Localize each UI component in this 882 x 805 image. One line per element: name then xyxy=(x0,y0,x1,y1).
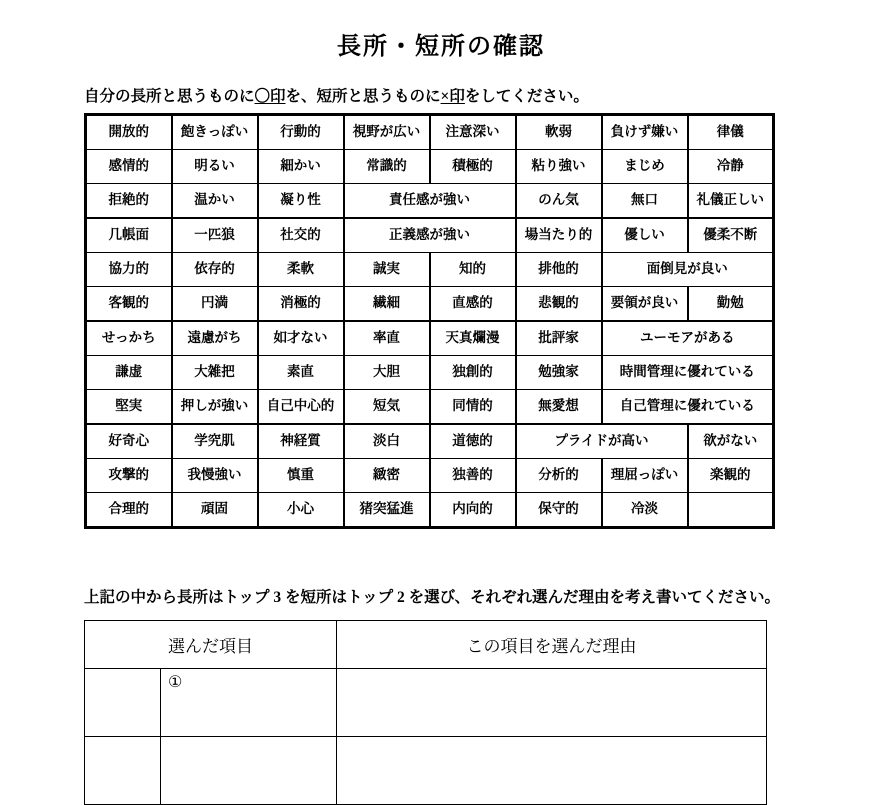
trait-cell[interactable]: 謙虚 xyxy=(86,356,172,390)
trait-cell[interactable]: ユーモアがある xyxy=(602,321,774,356)
traits-table-row xyxy=(86,287,774,322)
trait-cell[interactable]: 独創的 xyxy=(430,356,516,390)
trait-cell[interactable]: 感情的 xyxy=(86,150,172,184)
reasons-reason-cell[interactable] xyxy=(337,737,767,805)
trait-cell[interactable]: 慎重 xyxy=(258,459,344,493)
traits-table-row xyxy=(86,321,774,356)
traits-table-row xyxy=(86,459,774,493)
trait-cell[interactable]: 優しい xyxy=(602,218,688,253)
trait-cell[interactable]: 無愛想 xyxy=(516,390,602,425)
trait-cell[interactable]: 社交的 xyxy=(258,218,344,253)
reasons-table-row xyxy=(85,669,767,737)
trait-cell[interactable]: 好奇心 xyxy=(86,424,172,459)
trait-cell[interactable]: 冷静 xyxy=(688,150,774,184)
instruction-line-2: 上記の中から長所はトップ 3 を短所はトップ 2 を選び、それぞれ選んだ理由を考え書いてください。 xyxy=(84,589,780,606)
trait-cell[interactable]: 誠実 xyxy=(344,253,430,287)
reasons-table-row xyxy=(85,737,767,805)
trait-cell[interactable]: 楽観的 xyxy=(688,459,774,493)
trait-cell[interactable]: 明るい xyxy=(172,150,258,184)
trait-cell[interactable]: 頑固 xyxy=(172,493,258,528)
trait-cell[interactable]: 学究肌 xyxy=(172,424,258,459)
trait-cell[interactable]: 場当たり的 xyxy=(516,218,602,253)
trait-cell[interactable]: 開放的 xyxy=(86,115,172,150)
trait-cell[interactable]: 注意深い xyxy=(430,115,516,150)
trait-cell[interactable]: 凝り性 xyxy=(258,184,344,219)
reasons-reason-cell[interactable] xyxy=(337,669,767,737)
trait-cell[interactable]: 正義感が強い xyxy=(344,218,516,253)
trait-cell[interactable]: 時間管理に優れている xyxy=(602,356,774,390)
trait-cell-empty[interactable] xyxy=(688,493,774,528)
trait-cell[interactable]: まじめ xyxy=(602,150,688,184)
trait-cell[interactable]: のん気 xyxy=(516,184,602,219)
trait-cell[interactable]: 堅実 xyxy=(86,390,172,425)
instruction-line-1 xyxy=(84,84,589,106)
instruction-1-part-3: をしてください。 xyxy=(464,88,589,105)
trait-cell[interactable]: 積極的 xyxy=(430,150,516,184)
trait-cell[interactable]: プライドが高い xyxy=(516,424,688,459)
trait-cell[interactable]: 遠慮がち xyxy=(172,321,258,356)
trait-cell[interactable]: 柔軟 xyxy=(258,253,344,287)
trait-cell[interactable]: 同情的 xyxy=(430,390,516,425)
trait-cell[interactable]: 協力的 xyxy=(86,253,172,287)
trait-cell[interactable]: 几帳面 xyxy=(86,218,172,253)
trait-cell[interactable]: 一匹狼 xyxy=(172,218,258,253)
trait-cell[interactable]: 律儀 xyxy=(688,115,774,150)
trait-cell[interactable]: 理屈っぽい xyxy=(602,459,688,493)
trait-cell[interactable]: 自己中心的 xyxy=(258,390,344,425)
trait-cell[interactable]: 繊細 xyxy=(344,287,430,322)
trait-cell[interactable]: 押しが強い xyxy=(172,390,258,425)
reasons-table-body xyxy=(85,621,767,805)
trait-cell[interactable]: 飽きっぽい xyxy=(172,115,258,150)
reasons-category-cell[interactable] xyxy=(85,737,161,805)
trait-cell[interactable]: 勤勉 xyxy=(688,287,774,322)
traits-table-row xyxy=(86,493,774,528)
trait-cell[interactable]: 道徳的 xyxy=(430,424,516,459)
trait-cell[interactable]: 客観的 xyxy=(86,287,172,322)
trait-cell[interactable]: 猪突猛進 xyxy=(344,493,430,528)
trait-cell[interactable]: 優柔不断 xyxy=(688,218,774,253)
trait-cell[interactable]: 温かい xyxy=(172,184,258,219)
trait-cell[interactable]: 天真爛漫 xyxy=(430,321,516,356)
reasons-category-cell[interactable] xyxy=(85,669,161,737)
reasons-selected-item-cell[interactable]: ① xyxy=(161,669,337,737)
reasons-header-reason: この項目を選んだ理由 xyxy=(337,621,767,669)
trait-cell[interactable]: 面倒見が良い xyxy=(602,253,774,287)
trait-cell[interactable]: 小心 xyxy=(258,493,344,528)
trait-cell[interactable]: 緻密 xyxy=(344,459,430,493)
trait-cell[interactable]: 軟弱 xyxy=(516,115,602,150)
trait-cell[interactable]: 行動的 xyxy=(258,115,344,150)
trait-cell[interactable]: 細かい xyxy=(258,150,344,184)
trait-cell[interactable]: 我慢強い xyxy=(172,459,258,493)
traits-table-row xyxy=(86,390,774,425)
trait-cell[interactable]: 合理的 xyxy=(86,493,172,528)
trait-cell[interactable]: 独善的 xyxy=(430,459,516,493)
traits-table-row xyxy=(86,150,774,184)
trait-cell[interactable]: 粘り強い xyxy=(516,150,602,184)
instruction-1-batsu-mark: ×印 xyxy=(440,88,465,105)
trait-cell[interactable]: せっかち xyxy=(86,321,172,356)
reasons-table xyxy=(84,620,767,805)
page-title: 長所・短所の確認 xyxy=(337,34,545,60)
trait-cell[interactable]: 直感的 xyxy=(430,287,516,322)
traits-table-row xyxy=(86,115,774,150)
trait-cell[interactable]: 欲がない xyxy=(688,424,774,459)
trait-cell[interactable]: 大雑把 xyxy=(172,356,258,390)
trait-cell[interactable]: 無口 xyxy=(602,184,688,219)
traits-table-row xyxy=(86,424,774,459)
trait-cell[interactable]: 視野が広い xyxy=(344,115,430,150)
trait-cell[interactable]: 冷淡 xyxy=(602,493,688,528)
trait-cell[interactable]: 自己管理に優れている xyxy=(602,390,774,425)
trait-cell[interactable]: 責任感が強い xyxy=(344,184,516,219)
trait-cell[interactable]: 如才ない xyxy=(258,321,344,356)
trait-cell[interactable]: 排他的 xyxy=(516,253,602,287)
traits-table-body xyxy=(86,115,774,528)
reasons-selected-item-cell[interactable] xyxy=(161,737,337,805)
trait-cell[interactable]: 悲観的 xyxy=(516,287,602,322)
trait-cell[interactable]: 素直 xyxy=(258,356,344,390)
trait-cell[interactable]: 円満 xyxy=(172,287,258,322)
trait-cell[interactable]: 知的 xyxy=(430,253,516,287)
traits-table-row xyxy=(86,184,774,219)
reasons-table-header-row xyxy=(85,621,767,669)
trait-cell[interactable]: 率直 xyxy=(344,321,430,356)
instruction-1-part-1: 自分の長所と思うものに xyxy=(84,88,255,105)
trait-cell[interactable]: 短気 xyxy=(344,390,430,425)
trait-cell[interactable]: 淡白 xyxy=(344,424,430,459)
trait-cell[interactable]: 攻撃的 xyxy=(86,459,172,493)
trait-cell[interactable]: 批評家 xyxy=(516,321,602,356)
reasons-header-selected-item: 選んだ項目 xyxy=(85,621,337,669)
trait-cell[interactable]: 消極的 xyxy=(258,287,344,322)
trait-cell[interactable]: 勉強家 xyxy=(516,356,602,390)
trait-cell[interactable]: 大胆 xyxy=(344,356,430,390)
instruction-1-part-2: を、短所と思うものに xyxy=(285,88,441,105)
trait-cell[interactable]: 分析的 xyxy=(516,459,602,493)
trait-cell[interactable]: 礼儀正しい xyxy=(688,184,774,219)
trait-cell[interactable]: 内向的 xyxy=(430,493,516,528)
trait-cell[interactable]: 神経質 xyxy=(258,424,344,459)
traits-table-row xyxy=(86,356,774,390)
trait-cell[interactable]: 要領が良い xyxy=(602,287,688,322)
trait-cell[interactable]: 拒絶的 xyxy=(86,184,172,219)
trait-cell[interactable]: 常識的 xyxy=(344,150,430,184)
trait-cell[interactable]: 負けず嫌い xyxy=(602,115,688,150)
trait-cell[interactable]: 依存的 xyxy=(172,253,258,287)
trait-cell[interactable]: 保守的 xyxy=(516,493,602,528)
traits-table-row xyxy=(86,253,774,287)
traits-table-row xyxy=(86,218,774,253)
traits-checklist-table xyxy=(84,113,775,529)
instruction-1-maru-mark: 〇印 xyxy=(254,88,286,105)
